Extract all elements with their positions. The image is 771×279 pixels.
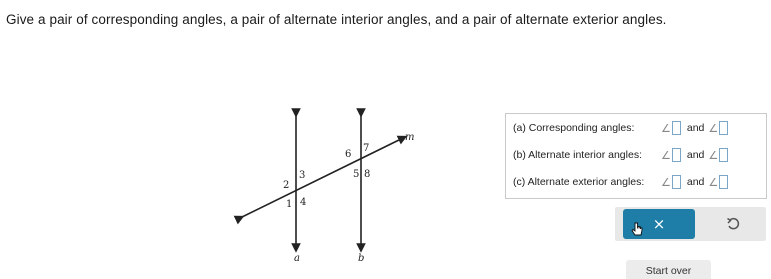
row-corresponding: [513, 118, 732, 138]
angle-input-1[interactable]: [672, 121, 681, 135]
angle-label-3: 3: [299, 170, 306, 181]
angle-input-2[interactable]: [719, 175, 728, 189]
angle-input-1[interactable]: [672, 148, 681, 162]
angle-input-2[interactable]: [719, 121, 728, 135]
and-text: and: [686, 176, 705, 188]
angle-symbol: ∠: [661, 175, 671, 189]
and-text: and: [686, 122, 705, 134]
row-alternate-exterior: [513, 172, 732, 192]
angle-symbol: ∠: [708, 121, 719, 135]
answer-panel: [505, 113, 767, 199]
row-alternate-interior: [513, 145, 732, 165]
answer-group: [661, 148, 732, 162]
angle-input-1[interactable]: [672, 175, 681, 189]
hand-cursor-icon: [630, 222, 644, 238]
angle-input-2[interactable]: [719, 148, 728, 162]
line-m: [240, 138, 403, 218]
diagram-svg: [225, 105, 425, 270]
parallel-lines-diagram: [225, 105, 425, 270]
angle-label-7: 7: [363, 143, 370, 154]
answer-group: [661, 121, 732, 135]
label-m: m: [405, 132, 415, 143]
instruction-text: Give a pair of corresponding angles, a pair of alternate interior angles, and a pair of alternate exterior angles.: [6, 12, 667, 27]
undo-icon: [726, 217, 740, 231]
angle-symbol: ∠: [661, 121, 671, 135]
row-label: (a) Corresponding angles:: [513, 122, 635, 134]
angle-label-4: 4: [300, 197, 307, 208]
angle-label-5: 5: [353, 169, 360, 180]
close-icon: ×: [652, 215, 666, 233]
angle-label-1: 1: [286, 199, 293, 210]
and-text: and: [686, 149, 705, 161]
row-label: (c) Alternate exterior angles:: [513, 176, 645, 188]
angle-label-8: 8: [364, 169, 371, 180]
angle-symbol: ∠: [661, 148, 671, 162]
label-b: b: [358, 253, 365, 264]
angle-symbol: ∠: [708, 148, 719, 162]
angle-label-2: 2: [283, 180, 290, 191]
angle-symbol: ∠: [708, 175, 719, 189]
row-label: (b) Alternate interior angles:: [513, 149, 642, 161]
angle-label-6: 6: [345, 149, 352, 160]
answer-group: [661, 175, 732, 189]
undo-button[interactable]: [705, 209, 760, 239]
start-over-button[interactable]: Start over: [626, 260, 711, 279]
label-a: a: [294, 253, 300, 264]
